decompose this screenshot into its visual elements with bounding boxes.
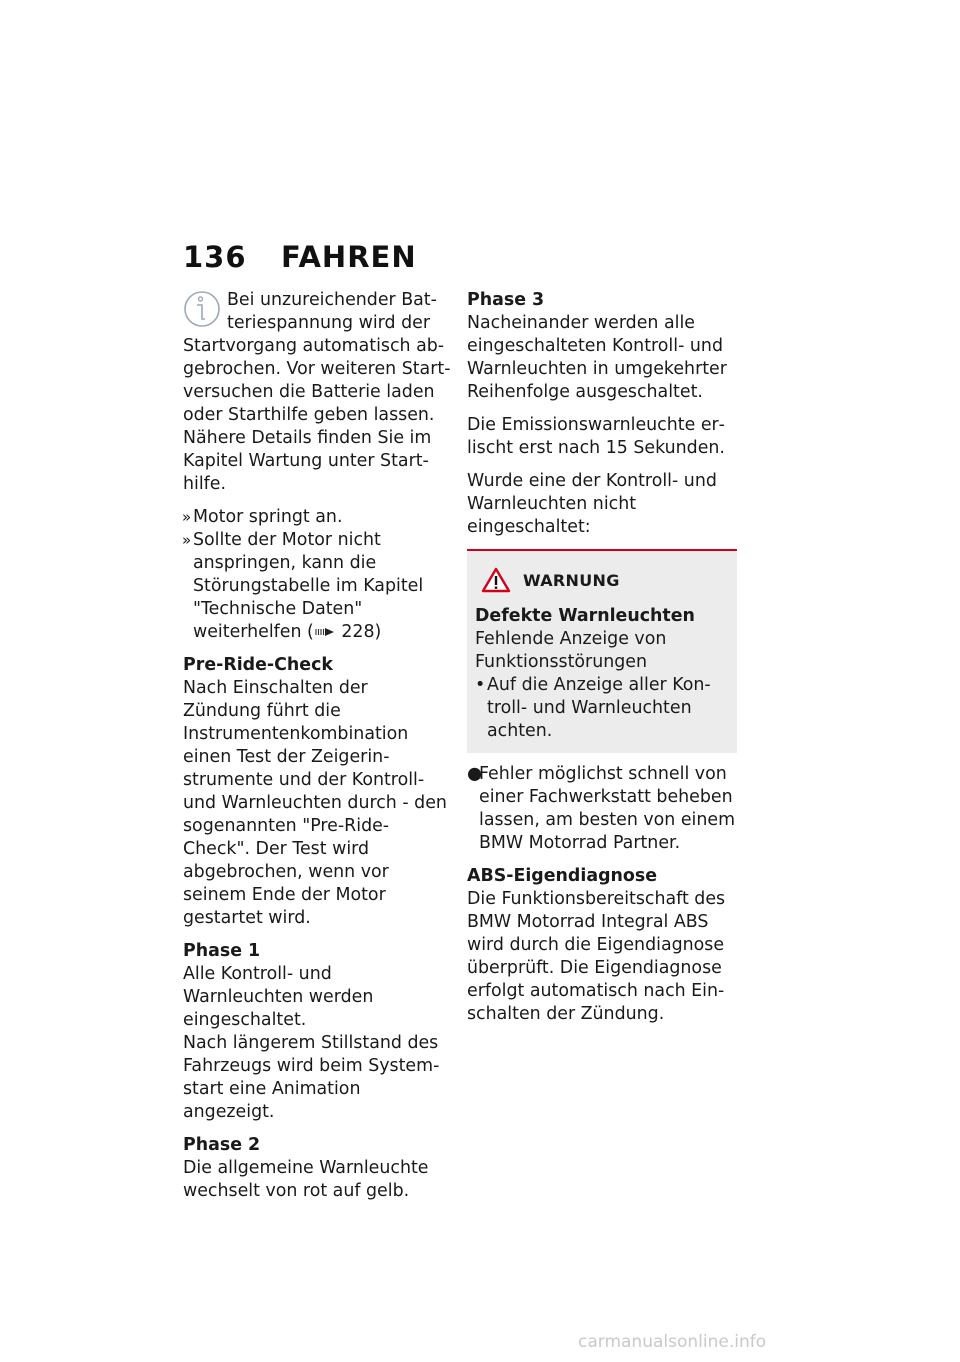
phase1-text-2: Nach längerem Stillstand des Fahrzeugs wird beim Systemstart eine Animation angezeigt.: [183, 1033, 440, 1122]
preride-heading: Pre-Ride-Check: [183, 655, 333, 675]
if-not-text: Wurde eine der Kontroll- und Warnleuchten nicht eingeschaltet:: [467, 471, 717, 537]
emission-text: Die Emissionswarnleuchte erlischt erst nach 15 Sekunden.: [467, 415, 725, 458]
preride-text: Nach Einschalten der Zündung führt die Instrumentenkombination einen Test der Zeigerinstrumente und der Kontroll- und Warnleuchten durch - den sogenannten "Pre-Ride-Check". Der Test wird abgebrochen, wenn vor seinem Ende der Motor gestartet wird.: [183, 678, 447, 928]
page-header: [183, 240, 417, 274]
phase2-text: Die allgemeine Warnleuchte wechselt von rot auf gelb.: [183, 1158, 429, 1201]
warning-text: Fehlende Anzeige von Funktionsstörungen: [475, 629, 667, 672]
phase3-heading: Phase 3: [467, 290, 545, 310]
warning-title: Defekte Warnleuchten: [475, 606, 695, 626]
warning-bullet-text: Auf die Anzeige aller Kontroll- und Warnleuchten achten.: [487, 675, 711, 741]
page-number: 136: [183, 240, 247, 274]
page-reference[interactable]: 228): [341, 622, 382, 642]
section-title: FAHREN: [281, 240, 417, 274]
phase1-text: Alle Kontroll- und Warnleuchten werden eingeschaltet.: [183, 964, 374, 1030]
result-marker: »: [182, 531, 192, 549]
watermark: carmanualsonline.info: [578, 1332, 767, 1352]
result-text: Sollte der Motor nicht anspringen, kann die Störungstabelle im Kapitel "Technische Daten" weiterhelfen (: [193, 530, 424, 642]
page-reference-arrow-icon: [314, 626, 336, 638]
phase2-heading: Phase 2: [183, 1135, 261, 1155]
info-text: Startvorgang automatisch abgebrochen. Vor weiteren Startversuchen die Batterie laden oder Starthilfe geben lassen.: [183, 336, 451, 425]
result-item: [183, 506, 451, 529]
warning-label: WARNUNG: [523, 570, 620, 590]
bullet-dot: ●: [467, 764, 483, 784]
abs-heading: ABS-Eigendiagnose: [467, 866, 657, 886]
result-marker: »: [182, 508, 192, 526]
warning-triangle-icon: [481, 567, 511, 593]
info-note: [183, 289, 451, 496]
info-more-text: Nähere Details finden Sie im Kapitel Wartung unter Starthilfe.: [183, 428, 432, 494]
phase3-text: Nacheinander werden alle eingeschalteten Kontroll- und Warnleuchten in umgekehrter Reihenfolge ausgeschaltet.: [467, 313, 727, 402]
warning-box: [467, 549, 737, 753]
warning-header: [475, 567, 729, 593]
action-bullet: [467, 763, 737, 855]
left-column: [183, 289, 451, 1213]
result-item: [183, 529, 451, 644]
info-lead-text: Bei unzureichender Batteriespannung wird der: [227, 290, 437, 333]
phase1-heading: Phase 1: [183, 941, 261, 961]
action-text: Fehler möglichst schnell von einer Fachwerkstatt beheben lassen, am besten von einem BMW Motorrad Partner.: [479, 764, 736, 853]
info-icon: [183, 289, 221, 329]
abs-text: Die Funktionsbereitschaft des BMW Motorrad Integral ABS wird durch die Eigendiagnose überprüft. Die Eigendiagnose erfolgt automatisch nach Einschalten der Zündung.: [467, 889, 726, 1024]
bullet-dot: •: [475, 675, 486, 695]
warning-bullet: [475, 674, 729, 743]
right-column: [467, 289, 737, 1036]
result-text: Motor springt an.: [193, 507, 343, 527]
